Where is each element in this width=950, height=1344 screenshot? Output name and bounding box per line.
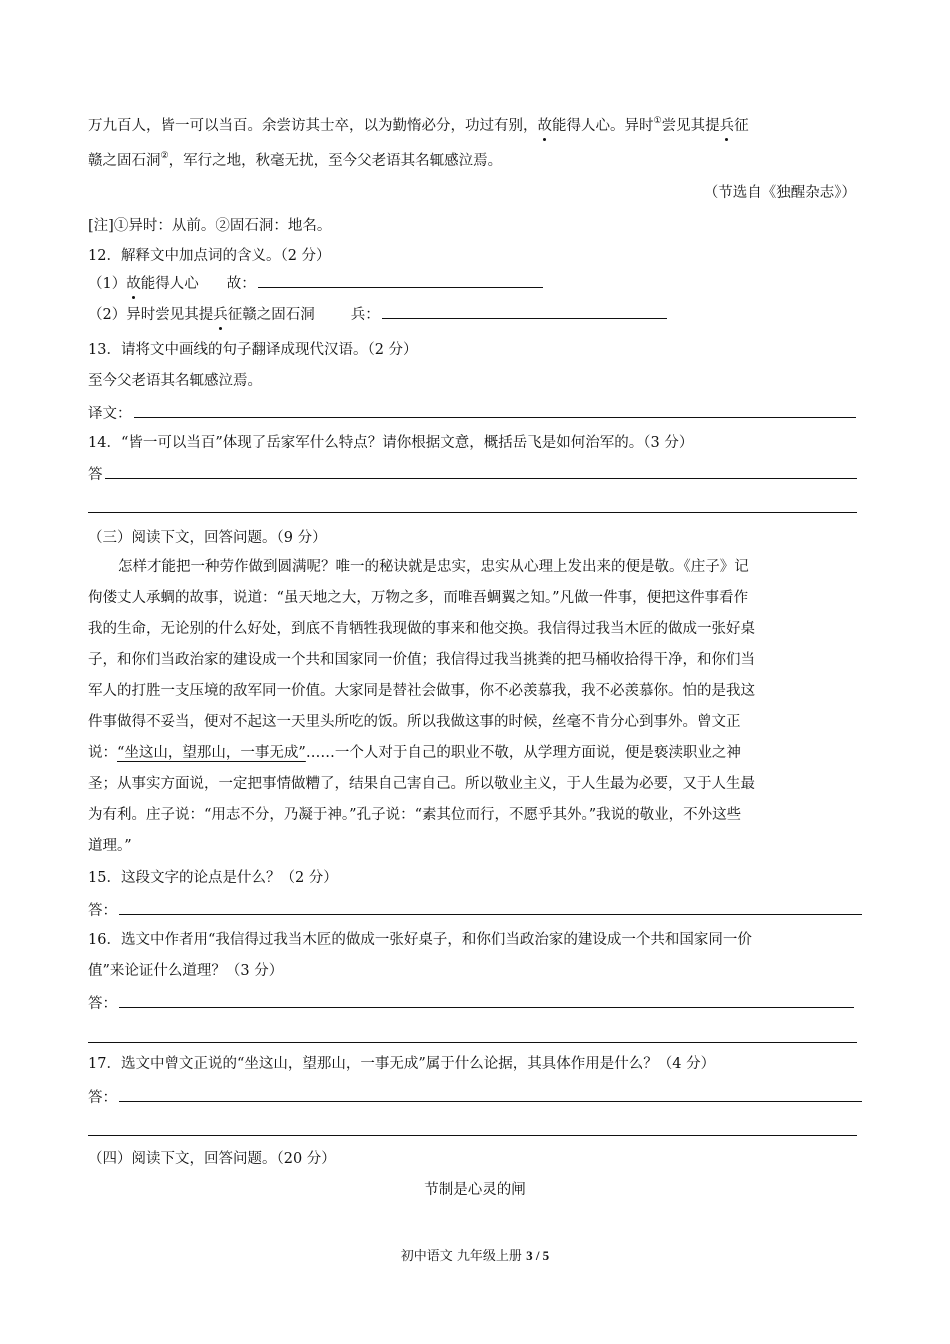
q14-answer-field[interactable] (105, 463, 857, 479)
q17-answer: 答： (88, 1086, 862, 1108)
q14-answer-line-2[interactable] (88, 512, 857, 513)
dotted-word-gu: 故 (537, 118, 552, 134)
section3-line-quote: 说：“坐这山，望那山，一事无成”……一个人对于自己的职业不敬，从学理方面说，便是亵渎职业之神 (88, 745, 741, 761)
essay-title: 节制是心灵的闸 (424, 1182, 526, 1198)
q16-title-line-2: 值”来论证什么道理？（3 分） (88, 963, 284, 979)
q15-answer-field[interactable] (119, 899, 862, 915)
q12-item-1: （1）故能得人心 故： (88, 272, 543, 294)
q17-title: 17．选文中曾文正说的“坐这山，望那山，一事无成”属于什么论据，其具体作用是什么？（4 分） (88, 1056, 716, 1072)
q12-answer-1-field[interactable] (258, 272, 543, 288)
passage-note: [注]①异时：从前。②固石洞：地名。 (88, 218, 332, 234)
q16-answer-field[interactable] (119, 992, 854, 1008)
q14-answer: 答 (88, 463, 857, 485)
dotted-word-bing: 兵 (719, 118, 735, 134)
section3-line: 圣；从事实方面说，一定把事情做糟了，结果自己害自己。所以敬业主义，于人生最为必要，又于人生最 (88, 776, 755, 792)
q16-title-line-1: 16．选文中作者用“我信得过我当木匠的做成一张好桌子，和你们当政治家的建设成一个共和国家同一价 (88, 932, 752, 948)
passage-source: （节选自《独醒杂志》） (703, 185, 856, 201)
underlined-quote: “坐这山，望那山，一事无成” (117, 745, 306, 761)
passage-line-2: 赣之固石洞②，军行之地，秋毫无扰，至今父老语其名辄感泣焉。 (88, 151, 503, 169)
q12-item-2: （2）异时尝见其提兵征赣之固石洞 兵： (88, 303, 667, 325)
section3-line: 道理。” (88, 838, 132, 854)
q12-title: 12．解释文中加点词的含义。（2 分） (88, 248, 331, 264)
q13-title: 13．请将文中画线的句子翻译成现代汉语。（2 分） (88, 342, 418, 358)
note-marker-2: ② (160, 151, 169, 161)
page-footer: 初中语文 九年级上册 3 / 5 (400, 1248, 550, 1264)
q13-answer-field[interactable] (134, 402, 856, 418)
section3-line: 我的生命，无论别的什么好处，到底不肯牺牲我现做的事来和他交换。我信得过我当木匠的做成一张好桌 (88, 621, 755, 637)
section3-line: 子，和你们当政治家的建设成一个共和国家同一价值；我信得过我当挑粪的把马桶收拾得干净，和你们当 (88, 652, 755, 668)
section3-line: 军人的打胜一支压境的敌军同一价值。大家同是替社会做事，你不必羡慕我，我不必羡慕你。怕的是我这 (88, 683, 755, 699)
note-marker-1: ① (653, 116, 662, 126)
section3-line: 佝偻丈人承蜩的故事，说道：“虽天地之大，万物之多，而唯吾蜩翼之知。”凡做一件事，便把这件事看作 (88, 590, 749, 606)
section3-line: 怎样才能把一种劳作做到圆满呢？唯一的秘诀就是忠实，忠实从心理上发出来的便是敬。《庄子》记 (118, 559, 749, 575)
section4-title: （四）阅读下文，回答问题。（20 分） (88, 1151, 336, 1167)
q16-answer-line-2[interactable] (88, 1042, 857, 1043)
q16-answer: 答： (88, 992, 854, 1014)
dotted-word-bing-q: 兵 (213, 307, 228, 323)
passage-line-1: 万九百人，皆一可以当百。余尝访其士卒，以为勤惰必分，功过有别，故能得人心。异时①尝见其提兵征 (88, 116, 749, 134)
q13-sentence: 至今父老语其名辄感泣焉。 (88, 373, 262, 389)
q14-title: 14．“皆一可以当百”体现了岳家军什么特点？请你根据文意，概括岳飞是如何治军的。（3 分） (88, 435, 694, 451)
dotted-word-gu-q: 故 (126, 276, 141, 292)
page-number: 3 / 5 (526, 1248, 550, 1263)
q17-answer-field[interactable] (119, 1086, 862, 1102)
q15-title: 15．这段文字的论点是什么？（2 分） (88, 870, 338, 886)
q12-answer-2-field[interactable] (382, 303, 667, 319)
section3-title: （三）阅读下文，回答问题。（9 分） (88, 530, 327, 546)
q15-answer: 答： (88, 899, 862, 921)
q13-translation: 译文： (88, 402, 856, 424)
section3-line: 件事做得不妥当，便对不起这一天里头所吃的饭。所以我做这事的时候，丝毫不肯分心到事外。曾文正 (88, 714, 741, 730)
section3-line: 为有利。庄子说：“用志不分，乃凝于神。”孔子说：“素其位而行，不愿乎其外。”我说的敬业，不外这些 (88, 807, 742, 823)
q17-answer-line-2[interactable] (88, 1135, 857, 1136)
